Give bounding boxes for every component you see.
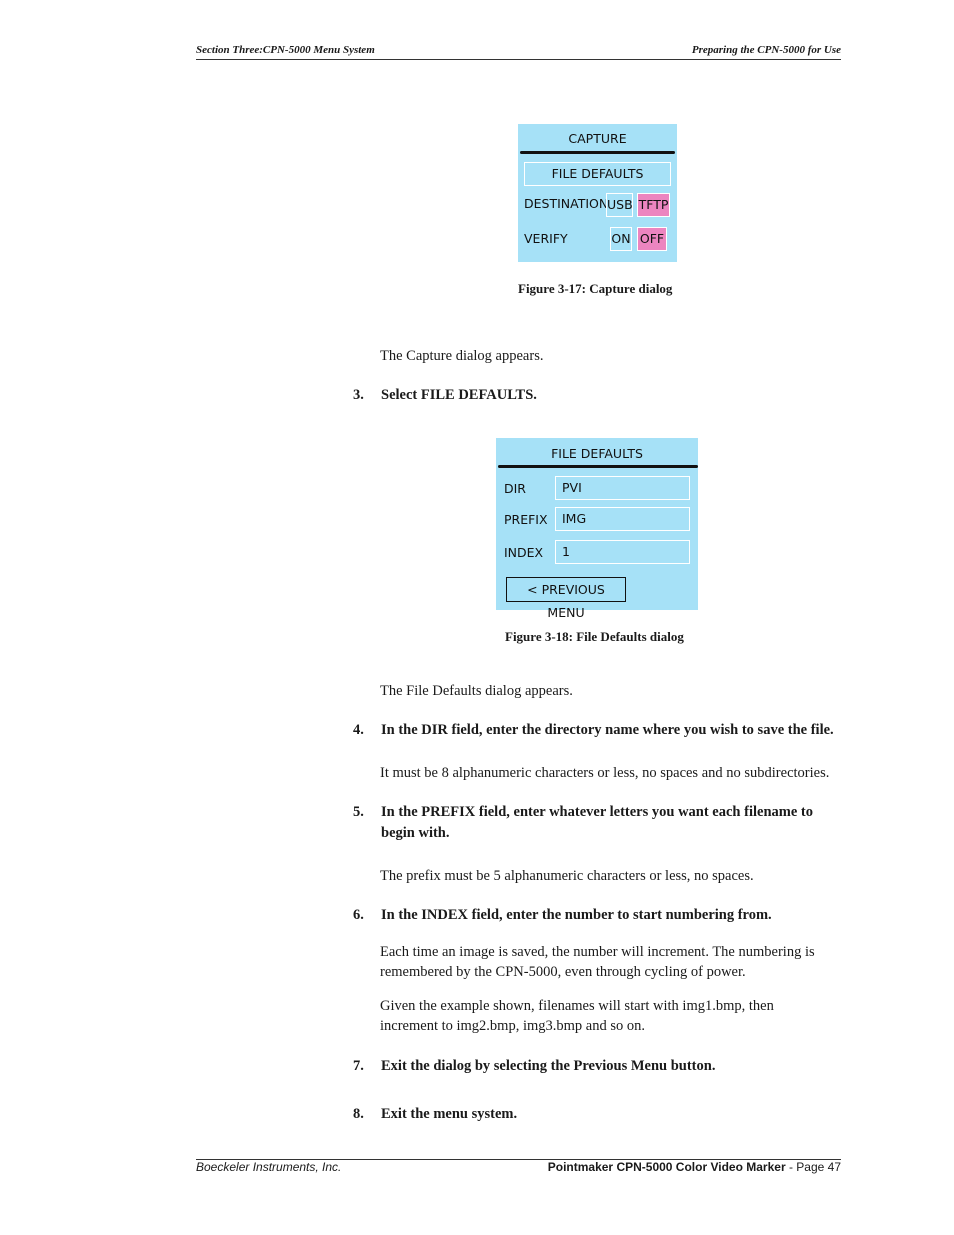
capture-dialog-title: CAPTURE xyxy=(568,131,627,146)
step-number: 3. xyxy=(353,387,364,403)
step-number: 6. xyxy=(353,907,364,923)
destination-usb-option[interactable]: USB xyxy=(606,193,633,217)
verify-on-option[interactable]: ON xyxy=(610,227,632,251)
step-number: 8. xyxy=(353,1106,364,1122)
step-text: Exit the dialog by selecting the Previous Menu button. xyxy=(381,1058,716,1074)
step-number: 7. xyxy=(353,1058,364,1074)
paragraph: The Capture dialog appears. xyxy=(380,348,544,364)
file-defaults-dialog-title: FILE DEFAULTS xyxy=(551,446,643,461)
step-text: In the DIR field, enter the directory name where you wish to save the file. xyxy=(381,722,834,738)
paragraph: The File Defaults dialog appears. xyxy=(380,683,573,699)
dir-label: DIR xyxy=(504,481,526,496)
step-number: 5. xyxy=(353,804,364,820)
capture-dialog xyxy=(518,124,677,262)
paragraph: Given the example shown, filenames will start with img1.bmp, then increment to img2.bmp, img3.bmp and so on. xyxy=(380,998,774,1034)
paragraph: The prefix must be 5 alphanumeric characters or less, no spaces. xyxy=(380,868,754,884)
figure-caption: Figure 3-17: Capture dialog xyxy=(518,281,673,296)
footer-page-number: - Page 47 xyxy=(785,1160,841,1174)
prefix-label: PREFIX xyxy=(504,512,548,527)
paragraph: Each time an image is saved, the number will increment. The numbering is remembered by the CPN-5000, even through cycling of power. xyxy=(380,944,815,980)
footer-company: Boeckeler Instruments, Inc. xyxy=(196,1160,342,1174)
file-defaults-dialog xyxy=(496,438,698,620)
paragraph: It must be 8 alphanumeric characters or less, no spaces and no subdirectories. xyxy=(380,765,830,781)
step-text: In the INDEX field, enter the number to start numbering from. xyxy=(381,907,772,923)
header-chapter-title: Preparing the CPN-5000 for Use xyxy=(691,44,841,56)
step-text: In the PREFIX field, enter whatever letters you want each filename to begin with. xyxy=(381,804,813,841)
destination-tftp-option[interactable]: TFTP xyxy=(637,193,670,217)
step-text: Select FILE DEFAULTS. xyxy=(381,387,537,403)
header-section-title: Section Three:CPN-5000 Menu System xyxy=(196,44,375,56)
verify-off-option[interactable]: OFF xyxy=(637,227,667,251)
verify-label: VERIFY xyxy=(524,231,568,246)
file-defaults-button[interactable]: FILE DEFAULTS xyxy=(524,162,671,186)
header-rule xyxy=(196,59,841,60)
dir-input[interactable]: PVI xyxy=(555,476,690,500)
previous-menu-button[interactable]: < PREVIOUS MENU xyxy=(506,577,626,602)
prefix-input[interactable]: IMG xyxy=(555,507,690,531)
figure-caption: Figure 3-18: File Defaults dialog xyxy=(505,629,684,644)
destination-label: DESTINATION xyxy=(524,196,609,211)
title-underline xyxy=(520,151,675,154)
footer-page-info xyxy=(548,1160,841,1174)
index-input[interactable]: 1 xyxy=(555,540,690,564)
step-text: Exit the menu system. xyxy=(381,1106,518,1122)
step-number: 4. xyxy=(353,722,364,738)
index-label: INDEX xyxy=(504,545,544,560)
title-underline xyxy=(498,465,698,468)
footer-product-name: Pointmaker CPN-5000 Color Video Marker xyxy=(547,1160,786,1174)
